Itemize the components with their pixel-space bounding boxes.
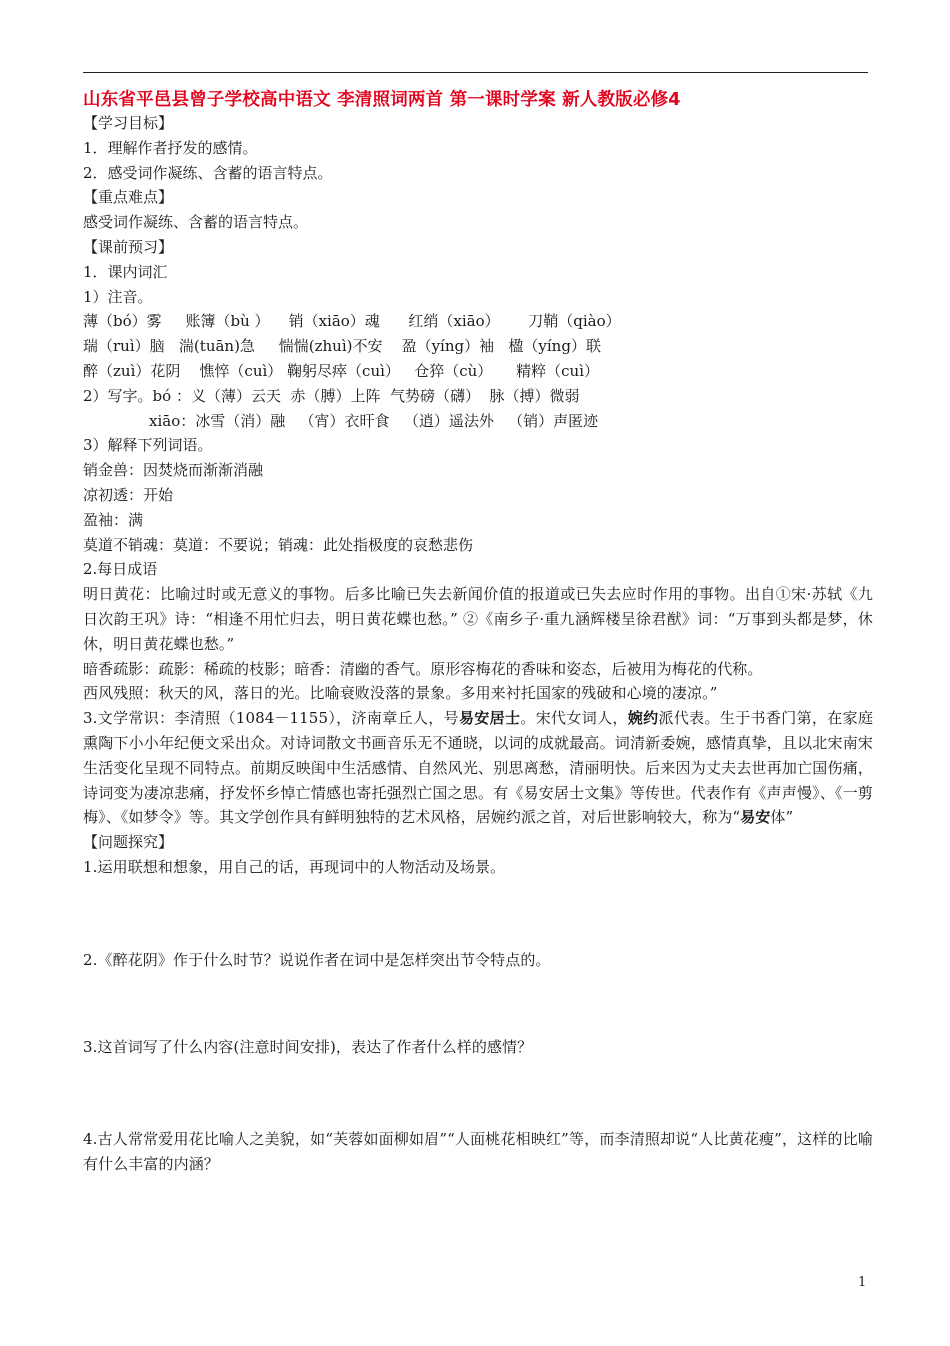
literary-bold: 易安居士 bbox=[458, 709, 521, 728]
literary-text: 派代表。生于书香门第，在家庭熏陶下小小年纪便文采出众。对诗词散文书画音乐无不通晓，以词的成就最高。词清新委婉，感情真挚，且以北宋南宋生活变化呈现不同特点。前期反映闺中生活感情、自然风光、别思离愁，清丽明快。后来因为丈夫去世再加亡国伤痛，诗词变为凄凉悲痛，抒发怀乡悼亡情感也寄托强烈亡国之思。有《易安居士文集》等传世。代表作有《声声慢》、《一剪梅》、《如梦令》等。其文学创作具有鲜明独特的艺术风格，居婉约派之首，对后世影响较大，称为“ bbox=[83, 709, 874, 827]
section-header-key: 【重点难点】 bbox=[83, 188, 174, 207]
pinyin-row: 醉（zuì）花阴 憔悴（cuì） 鞠躬尽瘁（cuì） 仓猝（cù） 精粹（cuì） bbox=[83, 361, 599, 380]
idiom-item: 西风残照：秋天的风，落日的光。比喻衰败没落的景象。多用来衬托国家的残破和心境的凄凉。” bbox=[83, 684, 718, 703]
question-item: 1.运用联想和想象，用自己的话，再现词中的人物活动及场景。 bbox=[83, 857, 506, 876]
literary-bold: 婉约 bbox=[627, 709, 659, 728]
idiom-item: 暗香疏影：疏影：稀疏的枝影；暗香：清幽的香气。原形容梅花的香味和姿态，后被用为梅花的代称。 bbox=[83, 659, 763, 678]
idiom-item: 明日黄花：比喻过时或无意义的事物。后多比喻已失去新闻价值的报道或已失去应时作用的事物。出自①宋·苏轼《九日次韵王巩》诗：“相逢不用忙归去，明日黄花蝶也愁。” ②《南乡子·重九涵辉楼呈徐君猷》词：“万事到头都是梦，休休，明日黄花蝶也愁。” bbox=[83, 585, 873, 653]
section-header-preview: 【课前预习】 bbox=[83, 237, 174, 256]
literary-bold: 易安 bbox=[740, 808, 771, 827]
idiom-header: 2.每日成语 bbox=[83, 560, 158, 579]
section-header-inquiry: 【问题探究】 bbox=[83, 833, 174, 852]
explain-item: 盈袖：满 bbox=[83, 510, 144, 529]
write-row: 2）写字。bó ：义（薄）云天 赤（膊）上阵 气势磅（礴） 脉（搏）微弱 bbox=[83, 386, 580, 405]
question-item: 2.《醉花阴》作于什么时节？说说作者在词中是怎样突出节令特点的。 bbox=[83, 950, 551, 969]
pinyin-row: 薄（bó）雾 账簿（bù ） 销（xiāo）魂 红绡（xiāo） 刀鞘（qiào） bbox=[83, 312, 621, 331]
page-title: 山东省平邑县曾子学校高中语文 李清照词两首 第一课时学案 新人教版必修4 bbox=[83, 90, 681, 110]
pinyin-row: 瑞（ruì）脑 湍(tuān)急 惴惴(zhuì)不安 盈（yíng）袖 楹（yíng）联 bbox=[83, 337, 601, 356]
explain-item: 销金兽：因焚烧而渐渐消融 bbox=[83, 461, 264, 480]
question-item: 4.古人常常爱用花比喻人之美貌，如“芙蓉如面柳如眉”“人面桃花相映红”等，而李清照却说“人比黄花瘦”，这样的比喻有什么丰富的内涵？ bbox=[83, 1130, 873, 1174]
explain-item: 莫道不销魂：莫道：不要说；销魂：此处指极度的哀愁悲伤 bbox=[83, 535, 474, 554]
section-header-goals: 【学习目标】 bbox=[83, 114, 174, 132]
literary-text: 体” bbox=[770, 808, 794, 827]
document-body bbox=[83, 111, 873, 1177]
explain-header: 3）解释下列词语。 bbox=[83, 436, 213, 455]
write-row: xiāo：冰雪（消）融 （宵）衣旰食 （逍）遥法外 （销）声匿迹 bbox=[149, 411, 599, 430]
pinyin-header: 1）注音。 bbox=[83, 287, 153, 306]
literary-text: 。宋代女词人， bbox=[520, 709, 628, 728]
page-number: 1 bbox=[858, 1275, 867, 1290]
literary-knowledge bbox=[83, 706, 873, 830]
key-text: 感受词作凝练、含蓄的语言特点。 bbox=[83, 213, 309, 232]
explain-item: 凉初透：开始 bbox=[83, 485, 174, 504]
literary-text: 3.文学常识：李清照（1084－1155），济南章丘人，号 bbox=[83, 709, 459, 728]
header-rule bbox=[83, 72, 868, 73]
question-item: 3.这首词写了什么内容(注意时间安排)，表达了作者什么样的感情？ bbox=[83, 1037, 533, 1056]
answer-space bbox=[83, 973, 873, 1035]
answer-space bbox=[83, 880, 873, 948]
goal-item: 2．感受词作凝练、含蓄的语言特点。 bbox=[83, 163, 333, 182]
answer-space bbox=[83, 1059, 873, 1127]
vocab-header: 1．课内词汇 bbox=[83, 262, 168, 281]
goal-item: 1．理解作者抒发的感情。 bbox=[83, 138, 258, 157]
